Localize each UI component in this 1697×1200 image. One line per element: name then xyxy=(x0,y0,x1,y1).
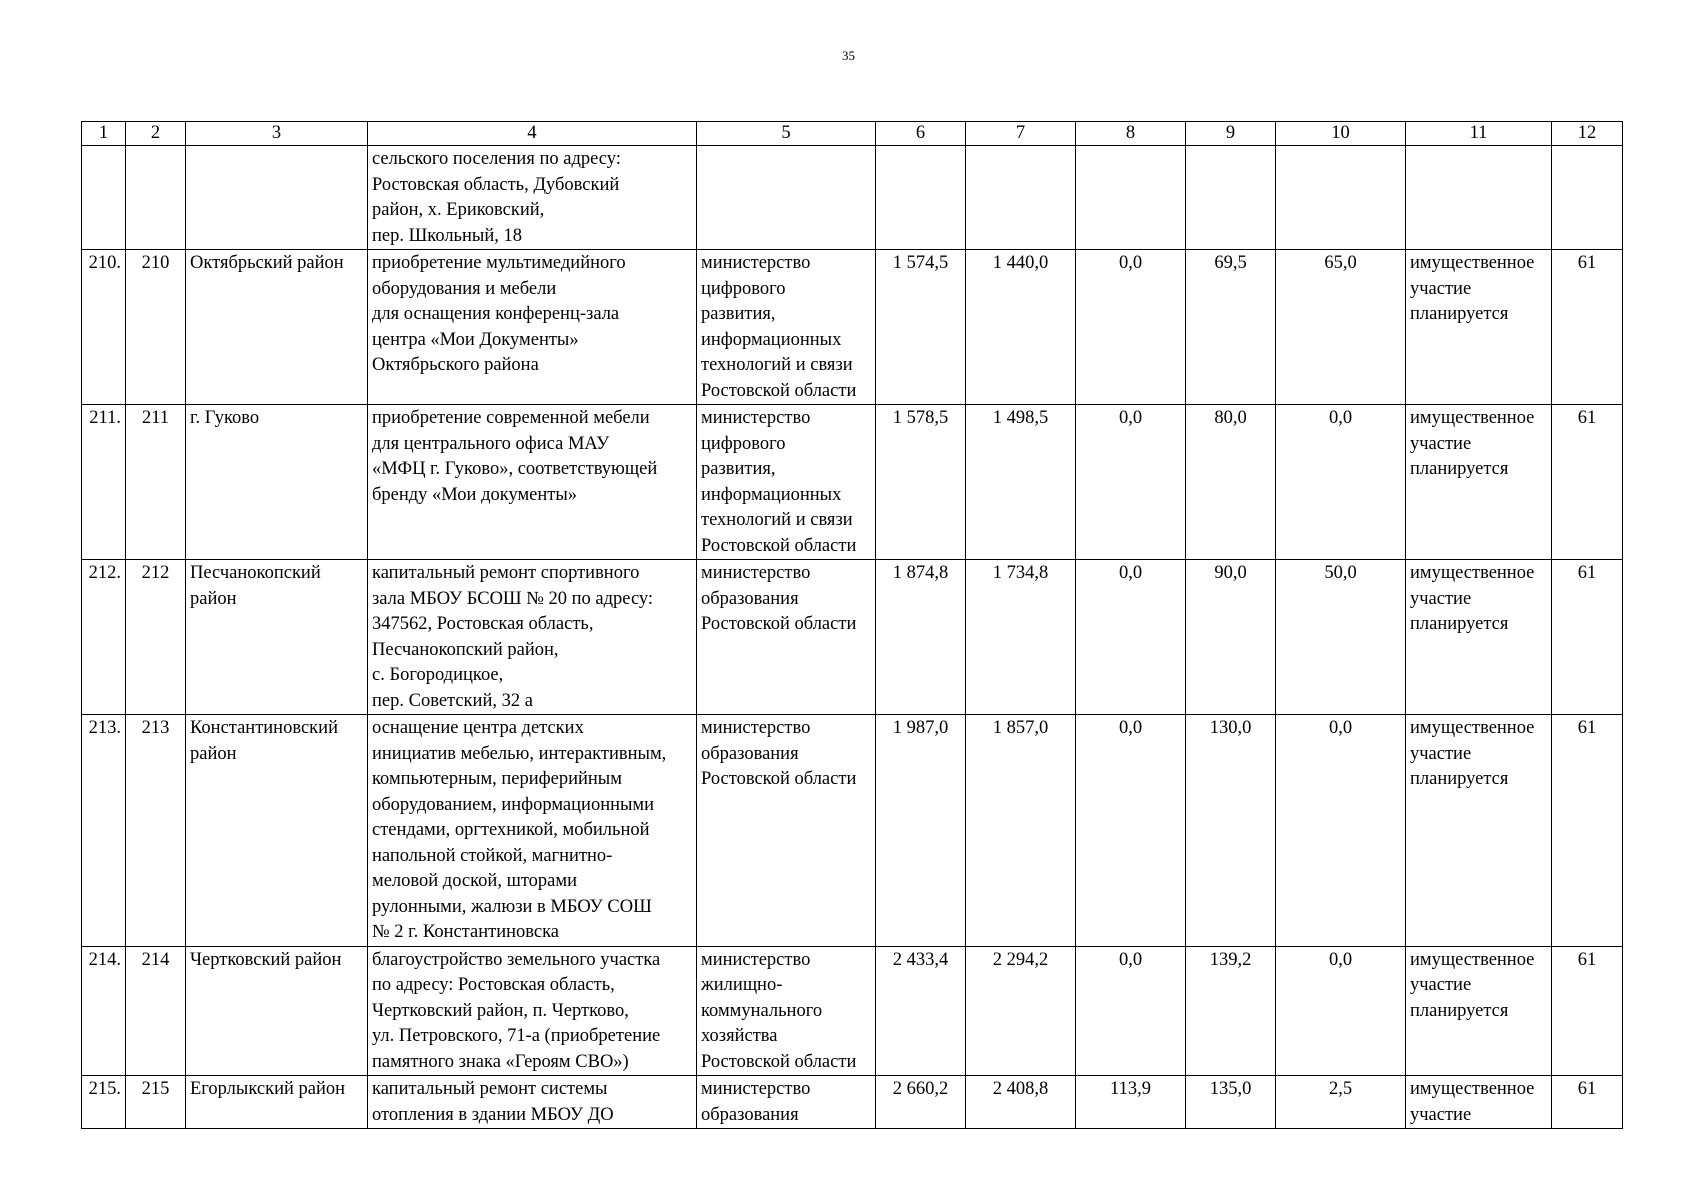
object-description-cell: сельского поселения по адресу: Ростовская область, Дубовский район, х. Ериковский, пер. Школьный, 18 xyxy=(368,146,697,250)
column-header: 5 xyxy=(697,122,876,146)
extra-budget-amount-cell: 0,0 xyxy=(1276,946,1406,1076)
program-code-cell: 61 xyxy=(1552,560,1623,715)
object-description-cell: приобретение современной мебели для центрального офиса МАУ «МФЦ г. Гуково», соответствующей бренду «Мои документы» xyxy=(368,405,697,560)
row-number-cell: 211. xyxy=(82,405,126,560)
column-header: 3 xyxy=(186,122,368,146)
page-number: 35 xyxy=(842,48,855,63)
property-participation-cell: имущественное участие планируется xyxy=(1406,405,1552,560)
local-budget-amount-cell: 90,0 xyxy=(1186,560,1276,715)
municipality-cell: Октябрьский район xyxy=(186,250,368,405)
local-budget-amount-cell: 135,0 xyxy=(1186,1076,1276,1129)
extra-budget-amount-cell: 0,0 xyxy=(1276,405,1406,560)
object-description-cell: благоустройство земельного участка по адресу: Ростовская область, Чертковский район, п. Чертково, ул. Петровского, 71-а (приобретение памятного знака «Героям СВО») xyxy=(368,946,697,1076)
column-header: 2 xyxy=(126,122,186,146)
table-row xyxy=(82,560,1623,715)
item-code-cell: 215 xyxy=(126,1076,186,1129)
total-amount-cell: 1 874,8 xyxy=(876,560,966,715)
column-header: 4 xyxy=(368,122,697,146)
responsible-ministry-cell: министерство образования Ростовской области xyxy=(697,715,876,947)
federal-budget-amount-cell: 0,0 xyxy=(1076,560,1186,715)
program-code-cell: 61 xyxy=(1552,405,1623,560)
municipality-cell: Чертковский район xyxy=(186,946,368,1076)
object-description-cell: капитальный ремонт системы отопления в здании МБОУ ДО xyxy=(368,1076,697,1129)
total-amount-cell: 1 987,0 xyxy=(876,715,966,947)
municipality-cell: Константиновский район xyxy=(186,715,368,947)
local-budget-amount-cell: 80,0 xyxy=(1186,405,1276,560)
federal-budget-amount-cell: 0,0 xyxy=(1076,405,1186,560)
federal-budget-amount-cell: 113,9 xyxy=(1076,1076,1186,1129)
object-description-cell: капитальный ремонт спортивного зала МБОУ БСОШ № 20 по адресу: 347562, Ростовская область, Песчанокопский район, с. Богородицкое, пер. Советский, 32 а xyxy=(368,560,697,715)
municipality-cell: г. Гуково xyxy=(186,405,368,560)
local-budget-amount-cell: 130,0 xyxy=(1186,715,1276,947)
property-participation-cell: имущественное участие планируется xyxy=(1406,560,1552,715)
total-amount-cell: 1 574,5 xyxy=(876,250,966,405)
program-code-cell: 61 xyxy=(1552,1076,1623,1129)
responsible-ministry-cell: министерство образования Ростовской области xyxy=(697,560,876,715)
column-header: 7 xyxy=(966,122,1076,146)
local-budget-amount-cell: 139,2 xyxy=(1186,946,1276,1076)
property-participation-cell: имущественное участие xyxy=(1406,1076,1552,1129)
municipality-cell xyxy=(186,146,368,250)
item-code-cell xyxy=(126,146,186,250)
row-number-cell xyxy=(82,146,126,250)
property-participation-cell: имущественное участие планируется xyxy=(1406,946,1552,1076)
item-code-cell: 214 xyxy=(126,946,186,1076)
column-number-row xyxy=(82,122,1623,146)
column-header: 9 xyxy=(1186,122,1276,146)
property-participation-cell xyxy=(1406,146,1552,250)
property-participation-cell: имущественное участие планируется xyxy=(1406,250,1552,405)
column-header: 6 xyxy=(876,122,966,146)
municipality-cell: Песчанокопский район xyxy=(186,560,368,715)
item-code-cell: 213 xyxy=(126,715,186,947)
row-number-cell: 213. xyxy=(82,715,126,947)
federal-budget-amount-cell: 0,0 xyxy=(1076,946,1186,1076)
column-header: 10 xyxy=(1276,122,1406,146)
federal-budget-amount-cell: 0,0 xyxy=(1076,715,1186,947)
item-code-cell: 211 xyxy=(126,405,186,560)
column-header: 12 xyxy=(1552,122,1623,146)
extra-budget-amount-cell: 65,0 xyxy=(1276,250,1406,405)
regional-budget-amount-cell: 1 498,5 xyxy=(966,405,1076,560)
regional-budget-amount-cell: 1 857,0 xyxy=(966,715,1076,947)
table-row xyxy=(82,405,1623,560)
extra-budget-amount-cell: 0,0 xyxy=(1276,715,1406,947)
column-header: 8 xyxy=(1076,122,1186,146)
extra-budget-amount-cell xyxy=(1276,146,1406,250)
regional-budget-amount-cell: 2 294,2 xyxy=(966,946,1076,1076)
responsible-ministry-cell: министерство цифрового развития, информационных технологий и связи Ростовской области xyxy=(697,250,876,405)
responsible-ministry-cell: министерство жилищно- коммунального хозяйства Ростовской области xyxy=(697,946,876,1076)
regional-budget-amount-cell: 1 440,0 xyxy=(966,250,1076,405)
local-budget-amount-cell xyxy=(1186,146,1276,250)
regional-budget-amount-cell xyxy=(966,146,1076,250)
item-code-cell: 212 xyxy=(126,560,186,715)
municipality-cell: Егорлыкский район xyxy=(186,1076,368,1129)
responsible-ministry-cell: министерство цифрового развития, информационных технологий и связи Ростовской области xyxy=(697,405,876,560)
total-amount-cell: 1 578,5 xyxy=(876,405,966,560)
total-amount-cell: 2 660,2 xyxy=(876,1076,966,1129)
total-amount-cell xyxy=(876,146,966,250)
object-description-cell: приобретение мультимедийного оборудования и мебели для оснащения конференц-зала центра «Мои Документы» Октябрьского района xyxy=(368,250,697,405)
regional-budget-amount-cell: 2 408,8 xyxy=(966,1076,1076,1129)
federal-budget-amount-cell xyxy=(1076,146,1186,250)
extra-budget-amount-cell: 2,5 xyxy=(1276,1076,1406,1129)
object-description-cell: оснащение центра детских инициатив мебелью, интерактивным, компьютерным, периферийным оборудованием, информационными стендами, оргтехникой, мобильной напольной стойкой, магнитно- меловой доской, шторами рулонными, жалюзи в МБОУ СОШ № 2 г. Константиновска xyxy=(368,715,697,947)
program-code-cell: 61 xyxy=(1552,250,1623,405)
program-code-cell: 61 xyxy=(1552,946,1623,1076)
row-number-cell: 214. xyxy=(82,946,126,1076)
table-row xyxy=(82,146,1623,250)
total-amount-cell: 2 433,4 xyxy=(876,946,966,1076)
local-budget-amount-cell: 69,5 xyxy=(1186,250,1276,405)
column-header: 11 xyxy=(1406,122,1552,146)
table-row xyxy=(82,946,1623,1076)
federal-budget-amount-cell: 0,0 xyxy=(1076,250,1186,405)
row-number-cell: 215. xyxy=(82,1076,126,1129)
data-table xyxy=(81,121,1623,1129)
item-code-cell: 210 xyxy=(126,250,186,405)
table-row xyxy=(82,250,1623,405)
responsible-ministry-cell: министерство образования xyxy=(697,1076,876,1129)
table-row xyxy=(82,715,1623,947)
column-header: 1 xyxy=(82,122,126,146)
table-row xyxy=(82,1076,1623,1129)
program-code-cell: 61 xyxy=(1552,715,1623,947)
extra-budget-amount-cell: 50,0 xyxy=(1276,560,1406,715)
row-number-cell: 210. xyxy=(82,250,126,405)
row-number-cell: 212. xyxy=(82,560,126,715)
program-code-cell xyxy=(1552,146,1623,250)
property-participation-cell: имущественное участие планируется xyxy=(1406,715,1552,947)
regional-budget-amount-cell: 1 734,8 xyxy=(966,560,1076,715)
responsible-ministry-cell xyxy=(697,146,876,250)
